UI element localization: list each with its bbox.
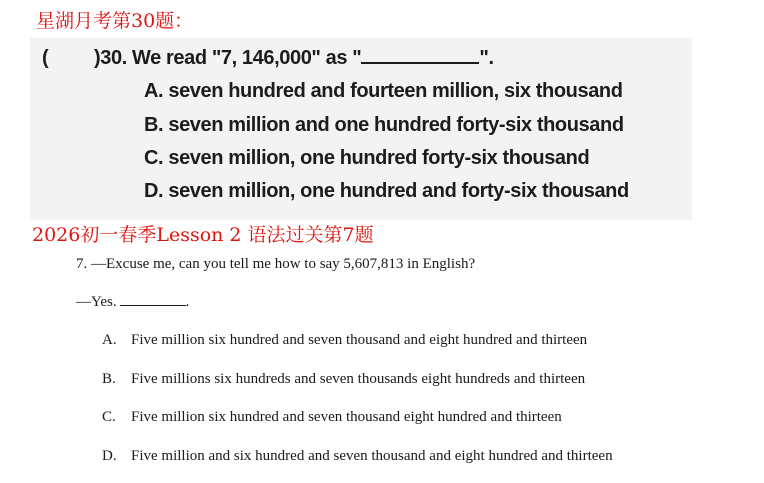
question-30-option-b: B. seven million and one hundred forty-six thousand xyxy=(144,114,624,136)
question-30-option-c: C. seven million, one hundred forty-six thousand xyxy=(144,147,590,169)
option-letter: C. xyxy=(102,409,116,425)
question-30-stem-suffix: ". xyxy=(479,47,494,69)
question-7-answer-line xyxy=(76,293,189,311)
answer-blank xyxy=(361,44,479,64)
scanned-question-30 xyxy=(30,38,692,220)
question-7-answer-prefix: —Yes. xyxy=(76,294,117,310)
question-7-stem: 7. —Excuse me, can you tell me how to say 5,607,813 in English? xyxy=(76,256,476,272)
question-7-answer-suffix: . xyxy=(185,294,190,310)
answer-paren-open: ( xyxy=(42,47,49,69)
option-letter: B. xyxy=(102,371,116,387)
question-30-stem xyxy=(42,44,494,70)
question-30-option-a: A. seven hundred and fourteen million, six thousand xyxy=(144,80,623,102)
option-text: Five million and six hundred and seven thousand and eight hundred and thirteen xyxy=(131,448,613,464)
question-30-option-d: D. seven million, one hundred and forty-six thousand xyxy=(144,180,629,202)
question-7-option-d xyxy=(102,448,613,465)
source-heading-1: 星湖月考第30题： xyxy=(36,10,194,32)
question-7-option-a xyxy=(102,332,587,349)
option-text: Five million six hundred and seven thousand and eight hundred and thirteen xyxy=(131,332,588,348)
answer-blank xyxy=(120,293,186,306)
option-letter: D. xyxy=(102,448,117,464)
option-text: Five million six hundred and seven thousand eight hundred and thirteen xyxy=(131,409,562,425)
question-7-option-b xyxy=(102,371,585,388)
option-letter: A. xyxy=(102,332,117,348)
question-7-option-c xyxy=(102,409,562,426)
option-text: Five millions six hundreds and seven thousands eight hundreds and thirteen xyxy=(131,371,586,387)
question-30-stem-prefix: )30. We read "7, 146,000" as " xyxy=(94,47,362,69)
source-heading-2: 2026初一春季Lesson 2 语法过关第7题 xyxy=(32,224,374,246)
